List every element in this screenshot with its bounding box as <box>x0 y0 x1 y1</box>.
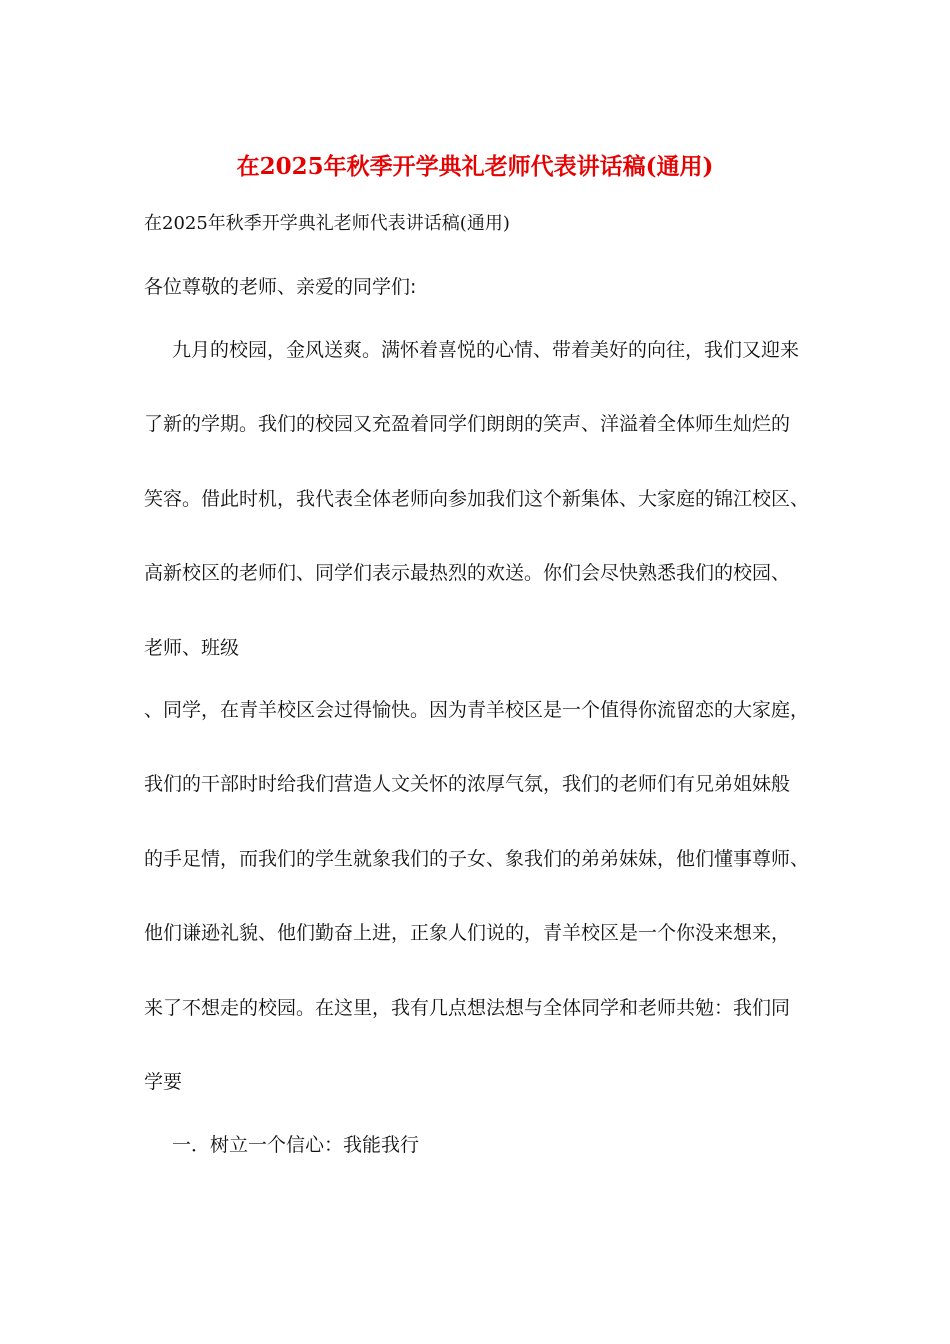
paragraph-line: 了新的学期。我们的校园又充盈着同学们朗朗的笑声、洋溢着全体师生灿烂的 <box>144 413 791 435</box>
paragraph-line: 高新校区的老师们、同学们表示最热烈的欢送。你们会尽快熟悉我们的校园、 <box>144 562 791 584</box>
paragraph-line: 笑容。借此时机，我代表全体老师向参加我们这个新集体、大家庭的锦江校区、 <box>144 488 810 510</box>
document-subtitle: 在2025年秋季开学典礼老师代表讲话稿(通用) <box>144 213 510 234</box>
paragraph-line: 九月的校园，金风送爽。满怀着喜悦的心情、带着美好的向往，我们又迎来 <box>172 339 800 361</box>
paragraph-line: 老师、班级 <box>144 637 240 659</box>
paragraph-line: 、同学，在青羊校区会过得愉快。因为青羊校区是一个值得你流留恋的大家庭， <box>144 699 810 721</box>
paragraph-line: 我们的干部时时给我们营造人文关怀的浓厚气氛，我们的老师们有兄弟姐妹般 <box>144 773 791 795</box>
paragraph-line: 他们谦逊礼貌、他们勤奋上进，正象人们说的，青羊校区是一个你没来想来， <box>144 922 791 944</box>
section-heading: 一．树立一个信心：我能我行 <box>172 1134 420 1156</box>
salutation: 各位尊敬的老师、亲爱的同学们: <box>144 276 417 298</box>
paragraph-line: 来了不想走的校园。在这里，我有几点想法想与全体同学和老师共勉：我们同 <box>144 997 791 1019</box>
document-title: 在2025年秋季开学典礼老师代表讲话稿(通用) <box>236 153 714 180</box>
paragraph-line: 的手足情，而我们的学生就象我们的子女、象我们的弟弟妹妹，他们懂事尊师、 <box>144 848 810 870</box>
paragraph-line: 学要 <box>144 1071 183 1093</box>
